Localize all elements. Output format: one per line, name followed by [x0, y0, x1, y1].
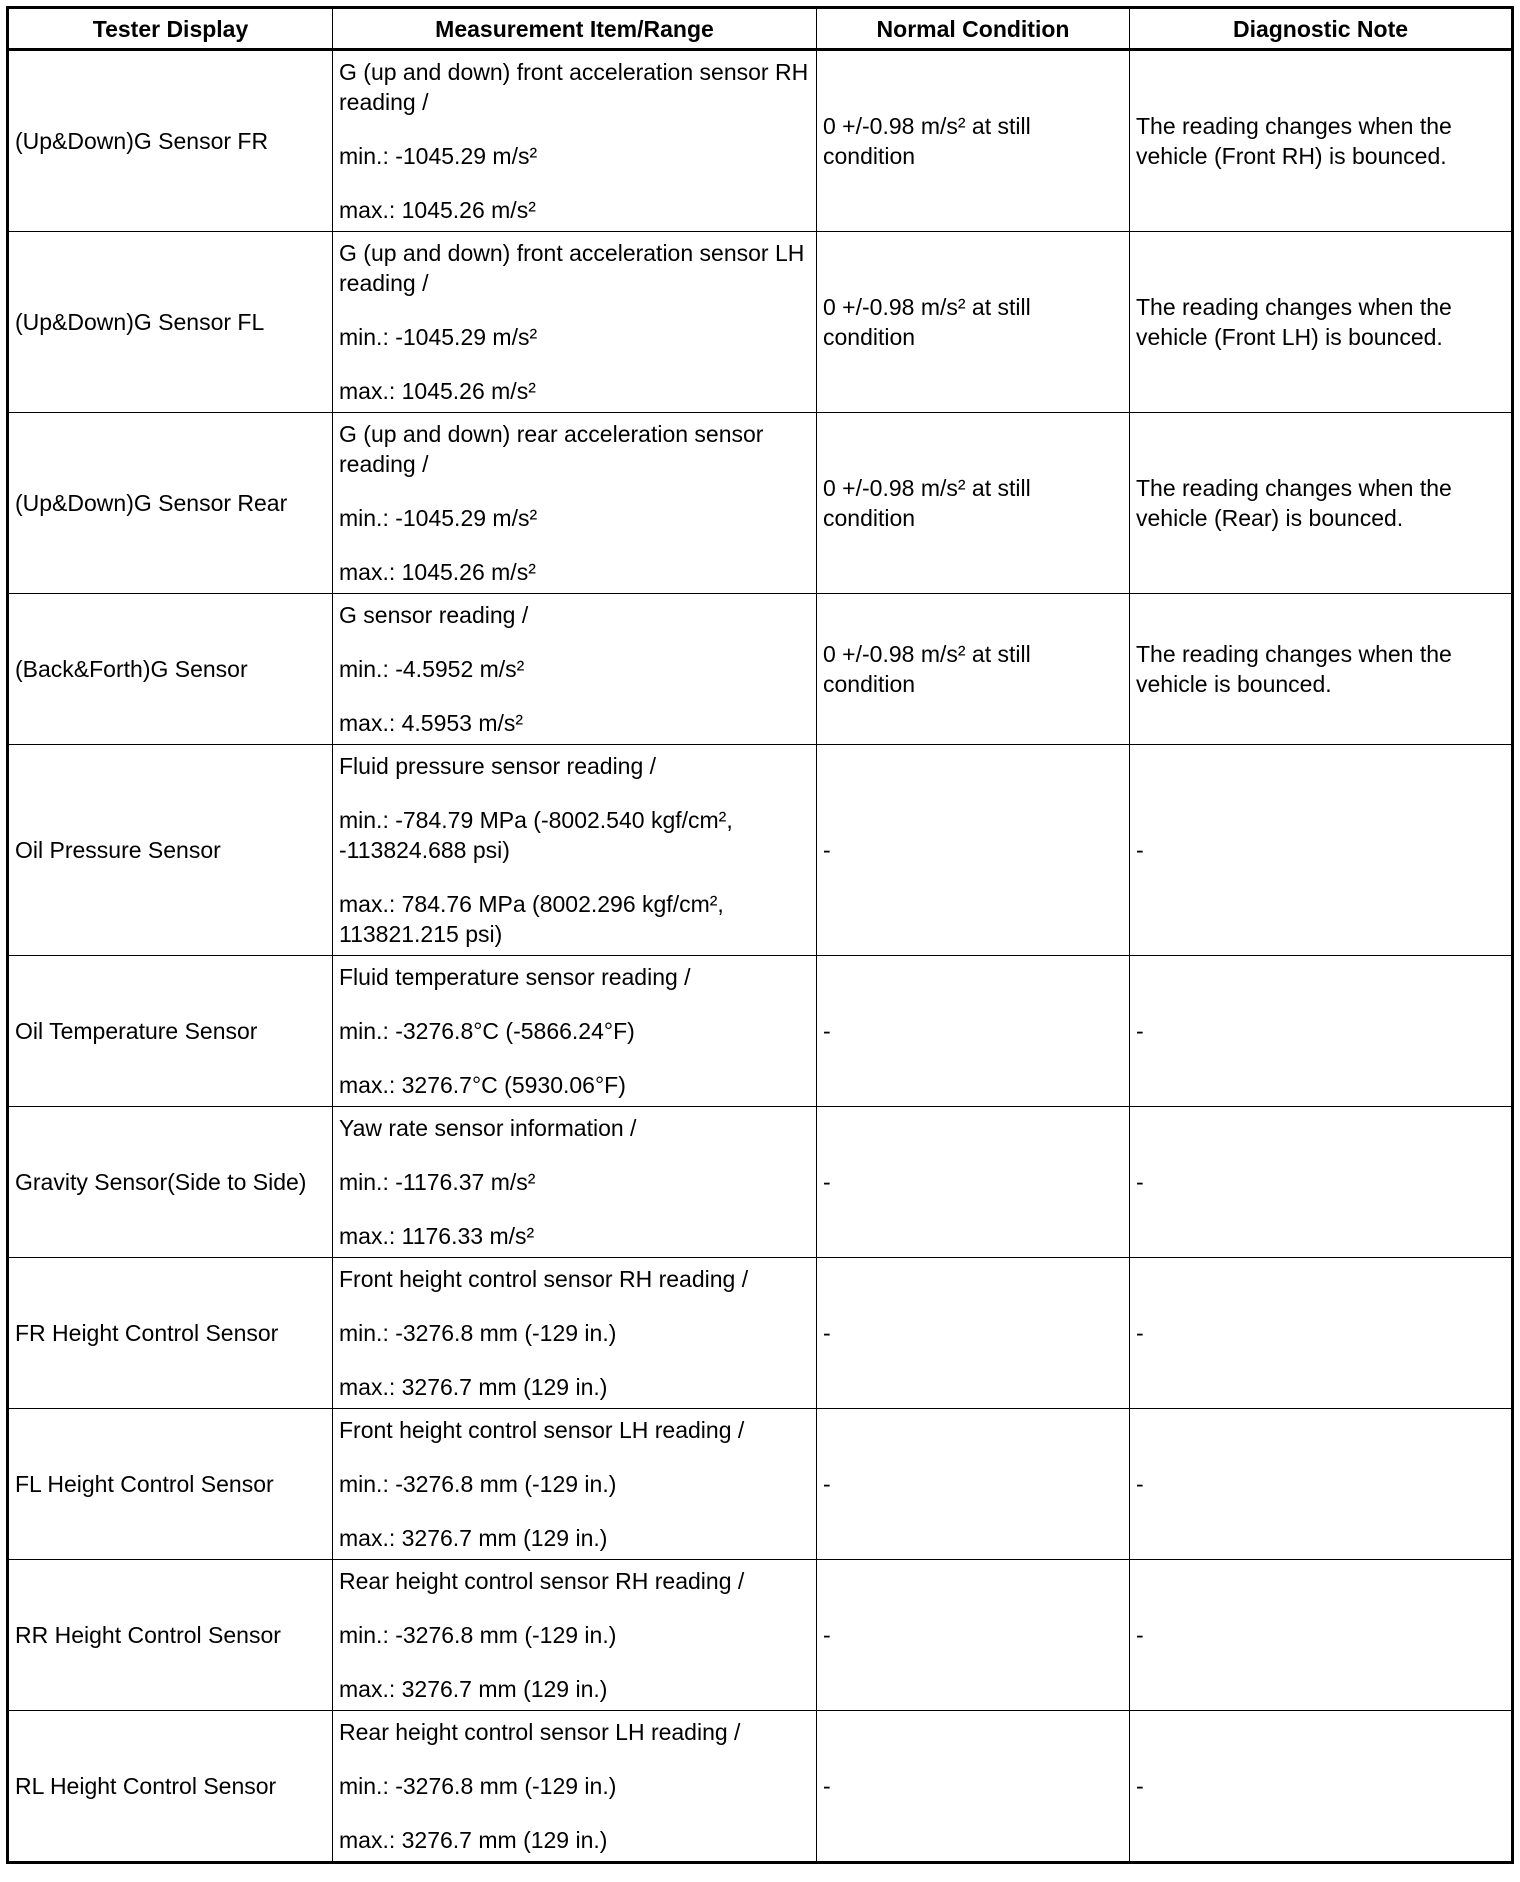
- measurement-cell: [333, 232, 817, 413]
- measurement-max: max.: 3276.7 mm (129 in.): [339, 1525, 608, 1551]
- measurement-line: Front height control sensor LH reading /: [339, 1417, 745, 1443]
- measurement-line: G (up and down) front acceleration sensor RH reading /: [339, 59, 809, 115]
- header-diagnostic-note: Diagnostic Note: [1130, 8, 1513, 50]
- table-row: [8, 232, 1513, 413]
- normal-condition-cell: -: [817, 1409, 1130, 1560]
- tester-display-cell: Gravity Sensor(Side to Side): [8, 1107, 333, 1258]
- measurement-cell: [333, 745, 817, 956]
- table-row: [8, 1258, 1513, 1409]
- measurement-cell: [333, 1107, 817, 1258]
- measurement-min: min.: -1045.29 m/s²: [339, 324, 538, 350]
- measurement-max: max.: 3276.7 mm (129 in.): [339, 1374, 608, 1400]
- measurement-cell: [333, 1258, 817, 1409]
- measurement-max: max.: 3276.7°C (5930.06°F): [339, 1072, 626, 1098]
- measurement-max: max.: 784.76 MPa (8002.296 kgf/cm², 113821.215 psi): [339, 891, 724, 947]
- measurement-line: G sensor reading /: [339, 602, 529, 628]
- table-row: [8, 1711, 1513, 1863]
- normal-condition-cell: -: [817, 745, 1130, 956]
- measurement-max: max.: 1045.26 m/s²: [339, 197, 536, 223]
- measurement-line: G (up and down) rear acceleration sensor reading /: [339, 421, 764, 477]
- measurement-max: max.: 1045.26 m/s²: [339, 378, 536, 404]
- normal-condition-cell: -: [817, 1107, 1130, 1258]
- measurement-cell: [333, 956, 817, 1107]
- normal-condition-cell: 0 +/-0.98 m/s² at still condition: [817, 50, 1130, 232]
- header-measurement-item: Measurement Item/Range: [333, 8, 817, 50]
- normal-condition-cell: -: [817, 1711, 1130, 1863]
- measurement-line: G (up and down) front acceleration sensor LH reading /: [339, 240, 805, 296]
- table-row: [8, 50, 1513, 232]
- header-normal-condition: Normal Condition: [817, 8, 1130, 50]
- table-row: [8, 1107, 1513, 1258]
- diagnostic-note-cell: -: [1130, 1258, 1513, 1409]
- measurement-cell: [333, 1409, 817, 1560]
- normal-condition-cell: 0 +/-0.98 m/s² at still condition: [817, 232, 1130, 413]
- normal-condition-cell: -: [817, 956, 1130, 1107]
- measurement-line: Fluid temperature sensor reading /: [339, 964, 691, 990]
- measurement-cell: [333, 50, 817, 232]
- measurement-line: Rear height control sensor RH reading /: [339, 1568, 745, 1594]
- diagnostic-note-cell: The reading changes when the vehicle (Rear) is bounced.: [1130, 413, 1513, 594]
- tester-display-cell: (Back&Forth)G Sensor: [8, 594, 333, 745]
- measurement-min: min.: -1176.37 m/s²: [339, 1169, 536, 1195]
- measurement-max: max.: 1176.33 m/s²: [339, 1223, 535, 1249]
- measurement-max: max.: 1045.26 m/s²: [339, 559, 536, 585]
- tester-display-cell: RR Height Control Sensor: [8, 1560, 333, 1711]
- table-row: [8, 594, 1513, 745]
- table-row: [8, 413, 1513, 594]
- tester-display-cell: Oil Temperature Sensor: [8, 956, 333, 1107]
- measurement-min: min.: -3276.8°C (-5866.24°F): [339, 1018, 635, 1044]
- measurement-min: min.: -4.5952 m/s²: [339, 656, 525, 682]
- measurement-line: Front height control sensor RH reading /: [339, 1266, 749, 1292]
- normal-condition-cell: 0 +/-0.98 m/s² at still condition: [817, 594, 1130, 745]
- header-tester-display: Tester Display: [8, 8, 333, 50]
- normal-condition-cell: -: [817, 1258, 1130, 1409]
- measurement-min: min.: -1045.29 m/s²: [339, 143, 538, 169]
- normal-condition-cell: -: [817, 1560, 1130, 1711]
- measurement-cell: [333, 413, 817, 594]
- tester-display-cell: Oil Pressure Sensor: [8, 745, 333, 956]
- diagnostic-note-cell: The reading changes when the vehicle (Front LH) is bounced.: [1130, 232, 1513, 413]
- measurement-line: Fluid pressure sensor reading /: [339, 753, 657, 779]
- diagnostic-note-cell: -: [1130, 745, 1513, 956]
- measurement-cell: [333, 1711, 817, 1863]
- measurement-min: min.: -3276.8 mm (-129 in.): [339, 1320, 617, 1346]
- tester-display-cell: RL Height Control Sensor: [8, 1711, 333, 1863]
- measurement-min: min.: -3276.8 mm (-129 in.): [339, 1773, 617, 1799]
- table-row: [8, 745, 1513, 956]
- measurement-max: max.: 4.5953 m/s²: [339, 710, 524, 736]
- measurement-min: min.: -3276.8 mm (-129 in.): [339, 1471, 617, 1497]
- measurement-cell: [333, 594, 817, 745]
- measurement-line: Yaw rate sensor information /: [339, 1115, 637, 1141]
- table-header-row: [8, 8, 1513, 50]
- sensor-data-table: [6, 6, 1514, 1864]
- table-body: [8, 50, 1513, 1863]
- table-row: [8, 1409, 1513, 1560]
- diagnostic-note-cell: -: [1130, 956, 1513, 1107]
- diagnostic-note-cell: -: [1130, 1560, 1513, 1711]
- table-row: [8, 1560, 1513, 1711]
- diagnostic-note-cell: -: [1130, 1711, 1513, 1863]
- tester-display-cell: FL Height Control Sensor: [8, 1409, 333, 1560]
- diagnostic-note-cell: -: [1130, 1409, 1513, 1560]
- measurement-min: min.: -784.79 MPa (-8002.540 kgf/cm², -113824.688 psi): [339, 807, 733, 863]
- measurement-min: min.: -3276.8 mm (-129 in.): [339, 1622, 617, 1648]
- table-row: [8, 956, 1513, 1107]
- tester-display-cell: (Up&Down)G Sensor FL: [8, 232, 333, 413]
- measurement-cell: [333, 1560, 817, 1711]
- diagnostic-note-cell: The reading changes when the vehicle (Front RH) is bounced.: [1130, 50, 1513, 232]
- normal-condition-cell: 0 +/-0.98 m/s² at still condition: [817, 413, 1130, 594]
- measurement-min: min.: -1045.29 m/s²: [339, 505, 538, 531]
- measurement-max: max.: 3276.7 mm (129 in.): [339, 1827, 608, 1853]
- measurement-line: Rear height control sensor LH reading /: [339, 1719, 741, 1745]
- diagnostic-note-cell: The reading changes when the vehicle is bounced.: [1130, 594, 1513, 745]
- tester-display-cell: FR Height Control Sensor: [8, 1258, 333, 1409]
- tester-display-cell: (Up&Down)G Sensor Rear: [8, 413, 333, 594]
- measurement-max: max.: 3276.7 mm (129 in.): [339, 1676, 608, 1702]
- tester-display-cell: (Up&Down)G Sensor FR: [8, 50, 333, 232]
- diagnostic-note-cell: -: [1130, 1107, 1513, 1258]
